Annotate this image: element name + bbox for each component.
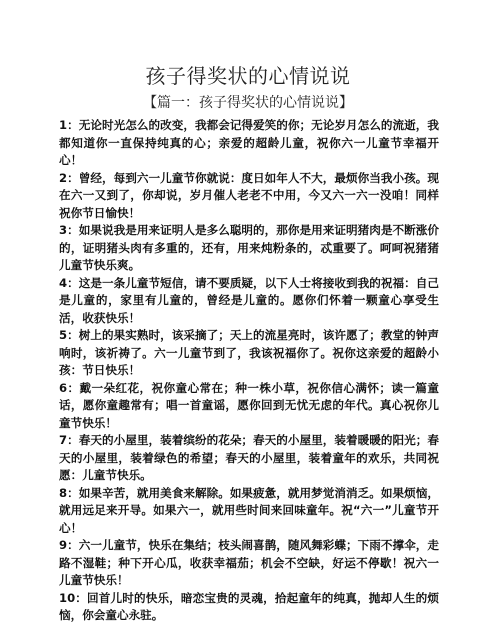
paragraph-2: 2：曾经，每到六一儿童节你就说：度日如年人不大，最烦你当我小孩。现在六一又到了，你却说，岁月催人老老不中用，今又六一六一没咱！同样祝你节日愉快！ (59, 170, 439, 220)
paragraph-3: 3：如果说我是用来证明人是多么聪明的，那你是用来证明猪肉是不断涨价的，证明猪头肉有多重的，还有，用来炖粉条的，忒重要了。呵呵祝猪猪儿童节快乐爽。 (59, 223, 439, 272)
paragraph-6: 6：戴一朵红花，祝你童心常在；种一株小草，祝你信心满怀；读一篇童话，愿你童趣常有；唱一首童谣，愿你回到无忧无虑的年代。真心祝你儿童节快乐！ (59, 380, 439, 430)
paragraph-8: 8：如果辛苦，就用美食来解除。如果疲惫，就用梦觉消消乏。如果烦恼，就用远足来开导。如果六一，就用些时间来回味童年。祝“六一”儿童节开心！ (59, 485, 439, 535)
paragraph-7: 7：春天的小屋里，装着缤纷的花朵；春天的小屋里，装着暖暖的阳光；春天的小屋里，装着绿色的希望；春天的小屋里，装着童年的欢乐，共同祝愿：儿童节快乐。 (59, 433, 439, 482)
paragraph-10: 10：回首儿时的快乐，暗恋宝贵的灵魂，拾起童年的纯真，抛却人生的烦恼，你会童心永驻。 (59, 590, 439, 622)
paragraph-4: 4：这是一条儿童节短信，请不要质疑，以下人士将接收到我的祝福：自己是儿童的，家里有儿童的，曾经是儿童的。愿你们怀着一颗童心享受生活，收获快乐！ (59, 275, 439, 325)
paragraph-5: 5：树上的果实熟时，该采摘了；天上的流星亮时，该许愿了；教堂的钟声响时，该祈祷了。六一儿童节到了，我该祝福你了。祝你这亲爱的超龄小孩：节日快乐！ (59, 328, 439, 377)
article-title: 孩子得奖状的心情说说 (145, 64, 351, 88)
article-subtitle: 【篇一：孩子得奖状的心情说说】 (143, 95, 353, 111)
paragraph-1: 1：无论时光怎么的改变，我都会记得爱笑的你；无论岁月怎么的流逝，我都知道你一直保持纯真的心；亲爱的超龄儿童，祝你六一儿童节幸福开心！ (59, 118, 439, 167)
paragraph-9: 9：六一儿童节，快乐在集结；枝头闹喜鹊，随风舞彩蝶；下雨不撑伞，走路不湿鞋；种下开心瓜，收获幸福茄；机会不空缺，好运不停歇！祝六一儿童节快乐！ (59, 538, 439, 587)
article-body (59, 117, 439, 625)
